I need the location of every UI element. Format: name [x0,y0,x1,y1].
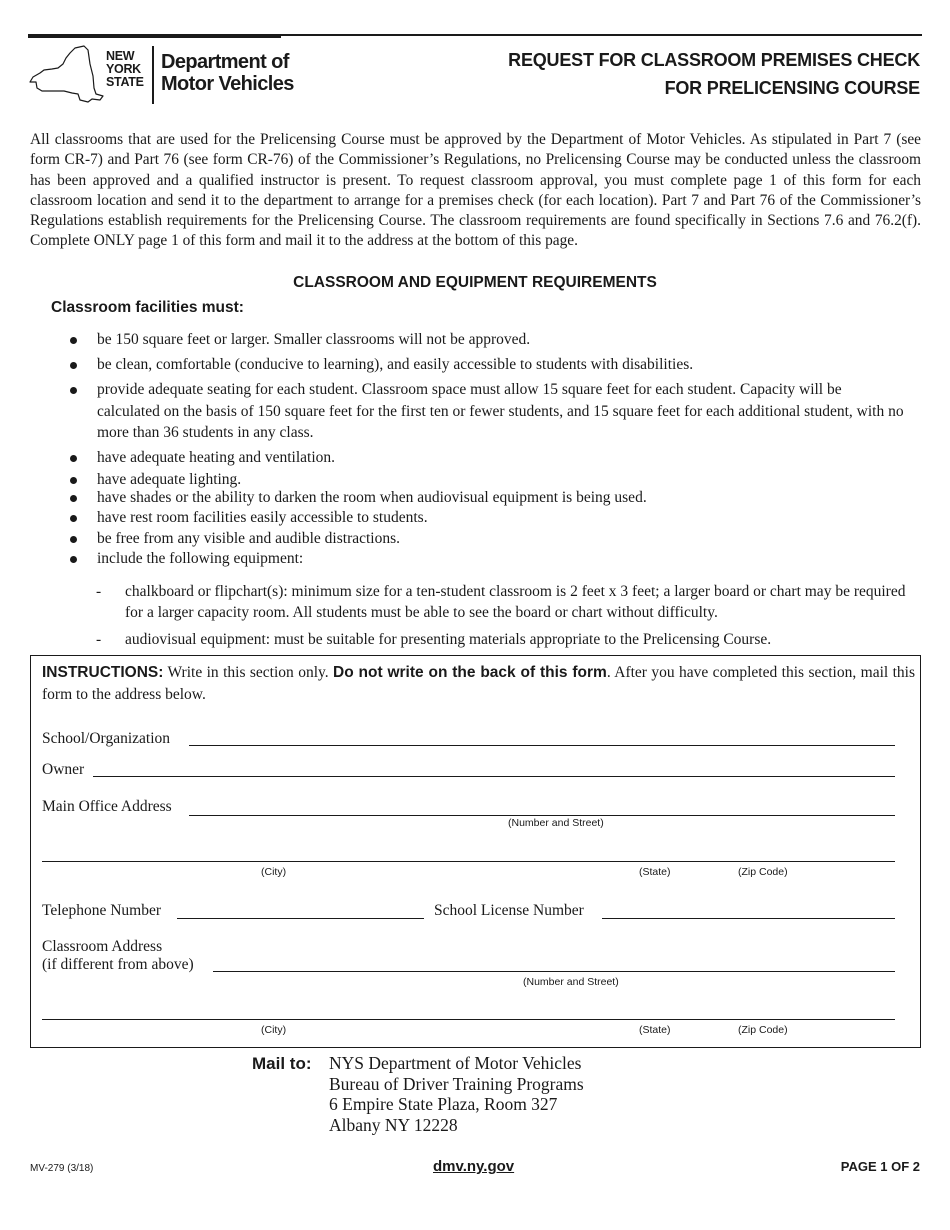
bullet-dot-icon [70,387,77,394]
main-office-label: Main Office Address [42,798,172,815]
number-street-caption: (Number and Street) [508,817,604,829]
school-label: School/Organization [42,730,170,747]
new-york-state-outline-icon [28,44,106,106]
classroom-address-label: Classroom Address [42,938,163,955]
classroom-street-input[interactable] [213,971,895,972]
license-label: School License Number [434,902,584,919]
main-office-city-state-zip-input[interactable] [42,861,895,862]
main-office-street-input[interactable] [189,815,895,816]
form-title-line-1: REQUEST FOR CLASSROOM PREMISES CHECK [508,50,920,70]
form-number: MV-279 (3/18) [30,1163,94,1174]
requirement-text: have rest room facilities easily accessible to students. [97,509,428,526]
facilities-subheading: Classroom facilities must: [51,299,244,316]
zip-caption: (Zip Code) [738,1024,788,1036]
requirement-text: be free from any visible and audible distractions. [97,530,401,547]
owner-label: Owner [42,761,85,778]
school-input[interactable] [189,745,895,746]
mail-address-line: NYS Department of Motor Vehicles [329,1053,582,1073]
header-rule-thin [281,34,922,36]
city-caption: (City) [261,866,287,878]
bullet-dot-icon [70,556,77,563]
form-title [508,46,920,102]
mail-to-label: Mail to: [252,1054,312,1073]
mail-address-line: 6 Empire State Plaza, Room 327 [329,1094,558,1115]
logo-dept-line-2: Motor Vehicles [161,73,294,95]
logo-state-line-3: STATE [106,75,144,89]
logo-state-line-2: YORK [106,62,141,76]
equipment-text: audiovisual equipment: must be suitable for presenting materials appropriate to the Prelicensing Course. [125,631,772,648]
bullet-dot-icon [70,362,77,369]
requirement-text: provide adequate seating for each student. Classroom space must allow 15 square feet for each student. Capacity will be calculated on the basis of 150 square feet for the first ten or fewer students, and 15 square feet for each additional student, with no more than 36 students in any class. [97,381,904,441]
state-caption: (State) [639,1024,671,1036]
logo-divider [152,46,154,104]
license-input[interactable] [602,918,895,919]
bullet-dot-icon [70,495,77,502]
mail-address [329,1053,584,1135]
instructions-form-box [30,655,921,1048]
mail-address-line: Albany NY 12228 [329,1114,458,1135]
requirement-text: have adequate lighting. [97,471,242,488]
bullet-dot-icon [70,337,77,344]
bullet-dot-icon [70,455,77,462]
instructions-emphasis: Do not write on the back of this form [333,664,607,681]
dash-marker: - [96,631,102,648]
mail-address-line: Bureau of Driver Training Programs [329,1073,584,1094]
equipment-text: chalkboard or flipchart(s): minimum size for a ten-student classroom is 2 feet x 3 feet; a larger board or chart may be required for a larger capacity room. All students must be able to see the board or chart without difficulty. [125,583,906,621]
requirement-text: have shades or the ability to darken the room when audiovisual equipment is being used. [97,489,647,506]
form-title-line-2: FOR PRELICENSING COURSE [664,78,920,98]
bullet-dot-icon [70,515,77,522]
requirement-text: be 150 square feet or larger. Smaller classrooms will not be approved. [97,331,531,348]
city-caption: (City) [261,1024,287,1036]
requirement-text: include the following equipment: [97,550,304,567]
owner-input[interactable] [93,776,895,777]
instructions-text: INSTRUCTIONS: Write in this section only. Do not write on the back of this form. After you have completed this section, mail this form to the address below. [42,664,915,703]
nys-dmv-logo [28,42,294,108]
logo-state-line-1: NEW [106,49,135,63]
logo-dept-line-1: Department of [161,51,289,73]
page-number: PAGE 1 OF 2 [840,1159,920,1174]
intro-paragraph: All classrooms that are used for the Prelicensing Course must be approved by the Department of Motor Vehicles. As stipulated in Part 7 (see form CR-7) and Part 76 (see form CR-76) of the Commissioner’s Regulations, no Prelicensing Course may be conducted unless the classroom has been approved and a qualified instructor is present. To request classroom approval, you must complete page 1 of this form for each classroom location and send it to the department to arrange for a premises check (for each location). Part 7 and Part 76 of the Commissioner’s Regulations establish requirements for the Prelicensing Course. The classroom requirements are found specifically in Sections 7.6 and 76.2(f). Complete ONLY page 1 of this form and mail it to the address at the bottom of this page. [30,131,921,250]
classroom-address-note: (if different from above) [42,956,194,973]
telephone-label: Telephone Number [42,902,161,919]
requirement-text: be clean, comfortable (conducive to learning), and easily accessible to students with disabilities. [97,356,694,373]
instructions-lead: INSTRUCTIONS: [42,664,164,681]
bullet-dot-icon [70,536,77,543]
zip-caption: (Zip Code) [738,866,788,878]
requirements-heading: CLASSROOM AND EQUIPMENT REQUIREMENTS [293,274,657,291]
classroom-city-state-zip-input[interactable] [42,1019,895,1020]
telephone-input[interactable] [177,918,424,919]
dash-marker: - [96,583,102,600]
header-rule-thick [28,34,281,38]
dmv-website-link[interactable]: dmv.ny.gov [433,1158,515,1175]
requirement-text: have adequate heating and ventilation. [97,449,336,466]
state-caption: (State) [639,866,671,878]
bullet-dot-icon [70,477,77,484]
number-street-caption: (Number and Street) [523,976,619,988]
